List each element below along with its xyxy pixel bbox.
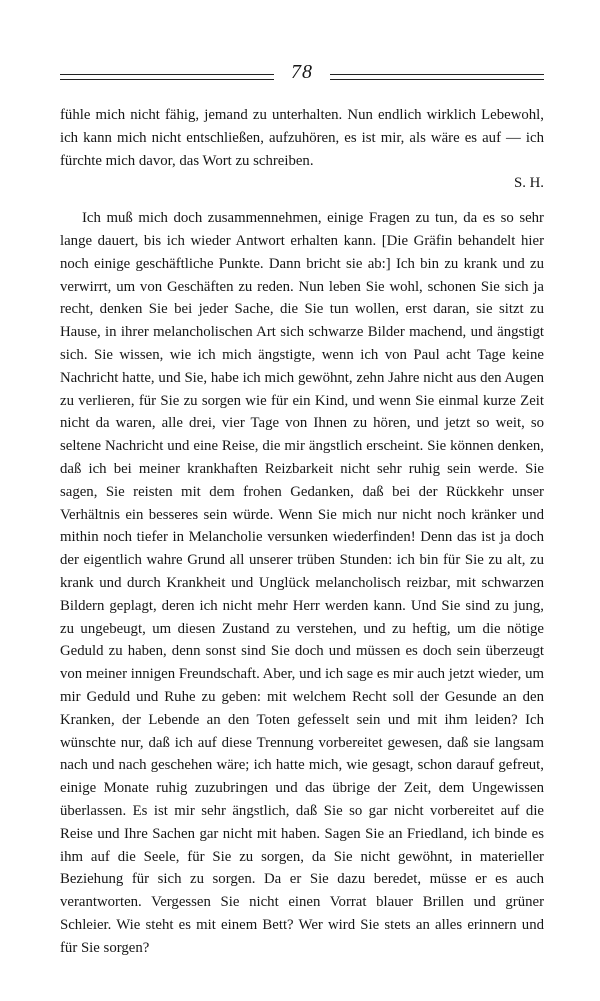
paragraph-2: Ich muß mich doch zusammennehmen, einige Fragen zu tun, da es so sehr lange dauert, bis ich wieder Antwort erhalten kann. [Die Gräfin behandelt hier noch einige geschäftliche Punkte. Dann bricht sie ab:] Ich bin zu krank und zu verwirrt, um von Geschäften zu reden. Nun leben Sie wohl, schonen Sie sich ja recht, denken Sie bei jeder Sache, die Sie tun wollen, erst daran, sie sitzt zu Hause, in ihrer melancholischen Art sich schwarze Bilder machend, und ängstigt sich. Sie wissen, wie ich mich ängstigte, wenn ich von Paul acht Tage keine Nachricht hatte, und Sie, habe ich mich gewöhnt, zehn Jahre nicht aus den Augen zu verlieren, für Sie zu sorgen wie für ein Kind, und wenn Sie einmal kurze Zeit nicht da waren, alle drei, vier Tage von Ihnen zu hören, und jetzt so weit, so seltene Nachricht und eine Reise, die mir ängstlich erscheint. Sie können denken, daß ich bei meiner krankhaften Reizbarkeit nicht sehr ruhig sein werde. Sie sagen, Sie reisten mit dem frohen Gedanken, daß bei der Rückkehr unser Verhältnis ein besseres sein würde. Wenn Sie mich nur nicht noch kränker und mithin noch tiefer in Melancholie versunken wiederfinden! Denn das ist ja doch der eigentlich wahre Grund all unserer trüben Stunden: ich bin für Sie zu alt, zu krank und durch Krankheit und Unglück melancholisch reizbar, mit schwarzen Bildern geplagt, deren ich nicht mehr Herr werden kann. Und Sie sind zu jung, zu ungebeugt, um diesen Zustand zu verstehen, und zu heftig, um die nötige Geduld zu haben, denn sonst sind Sie doch und müssen es doch sein überzeugt von meiner innigen Freundschaft. Aber, und ich sage es mir auch jetzt wieder, um mir Geduld und Ruhe zu geben: mit welchem Recht soll der Gesunde an den Kranken, der Lebende an den Toten gefesselt sein und mit ihm leiden? Ich wünschte nur, daß ich auf diese Trennung vorbereitet gewesen, daß sie langsam nach und nach geschehen wäre; ich hatte mich, wie gesagt, schon darauf gefreut, einige Monate ruhig zuzubringen und das übrige der Zeit, dem Ungewissen überlassen. Es ist mir sehr ängstlich, daß Sie so gar nicht vorbereitet auf die Reise und Ihre Sachen gar nicht mit haben. Sagen Sie an Friedland, ich binde es ihm auf die Seele, für Sie zu sorgen, da Sie nicht gewöhnt, in materieller Beziehung für sich zu sorgen. Da er Sie dazu beredet, müsse er es auch verantworten. Vergessen Sie nicht einen Vorrat blauer Brillen und grüner Schleier. Wie steht es mit einem Bett? Wer wird Sie stets an alles erinnern und für Sie sorgen? bbox=[60, 210, 544, 956]
page-body bbox=[60, 104, 544, 959]
page-number: 78 bbox=[291, 61, 313, 83]
header-rule-right bbox=[330, 74, 544, 80]
paragraph-1: fühle mich nicht fähig, jemand zu unterhalten. Nun endlich wirklich Lebewohl, ich kann mich nicht entschließen, aufzuhören, es ist mir, als wäre es auf — ich fürchte mich davor, das Wort zu schreiben. bbox=[60, 107, 544, 169]
signature: S. H. bbox=[513, 175, 544, 192]
page-header bbox=[60, 61, 544, 90]
